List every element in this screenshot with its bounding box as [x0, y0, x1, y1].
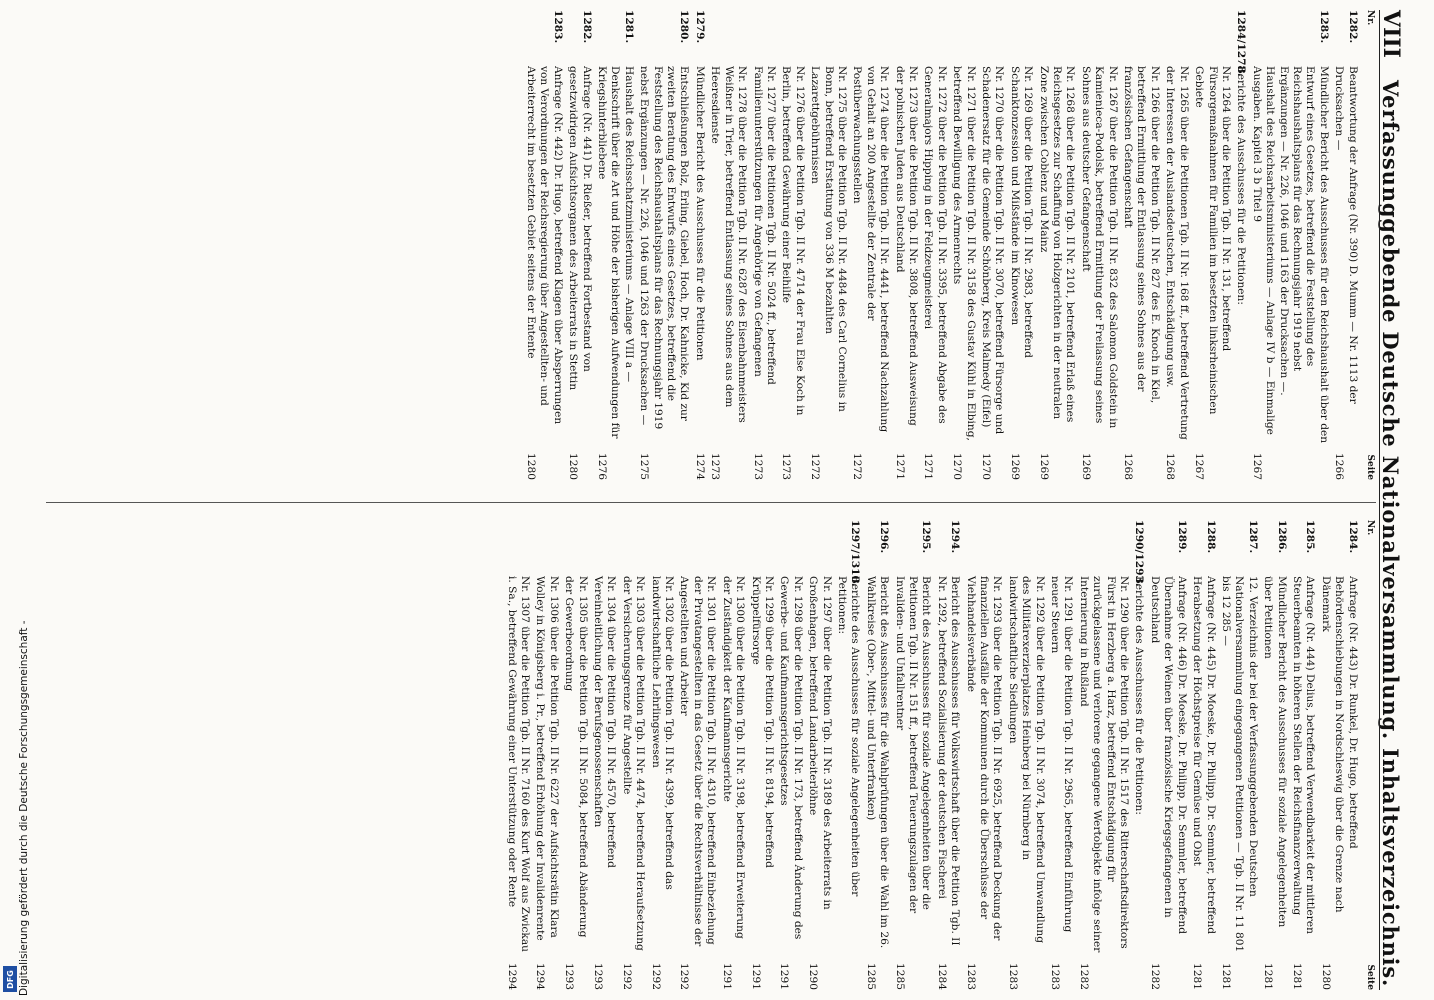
entry-page: 1283 [964, 963, 977, 990]
toc-entry [934, 520, 961, 990]
entry-text: Nr. 1269 über die Petition Tgb. II Nr. 2983, betreffend Schanktonzession und Mißstände im Kinowesen [1008, 66, 1035, 358]
toc-entry [524, 10, 564, 480]
toc-entry [637, 10, 691, 480]
seite-label: Seite [1365, 964, 1375, 990]
entry-page: 1285 [893, 963, 906, 990]
entry-text: Anfrage (Nr. 444) Delius, betreffend Verwendbarkeit der mittleren Steuerbeamten in höheren Stellen der Reichsfinanzverwaltung [1290, 576, 1317, 934]
entry-text: Berichte des Ausschusses für soziale Angelegenheiten über Petitionen: [835, 576, 862, 897]
toc-entry [1234, 10, 1247, 480]
entry-page: 1280 [525, 453, 538, 480]
entry-page: 1281 [1290, 963, 1303, 990]
entry-page: 1273 [751, 453, 764, 480]
entry-page: 1269 [1008, 453, 1021, 480]
nr-label: Nr. [1365, 520, 1375, 536]
entry-number: 1283. [1317, 10, 1330, 44]
entry-number: 1281. [622, 10, 635, 44]
entry-text: Berichte des Ausschusses für die Petitionen: [1235, 66, 1248, 305]
toc-entry [693, 10, 706, 480]
entry-text: Nr. 1303 über die Petition Tgb. II Nr. 4474, betreffend Heraufsetzung der Versicherungsgrenze für Angestellte [620, 576, 647, 951]
entry-text: Nr. 1266 über die Petition Tgb. II Nr. 827 des E. Knoch in Kiel, betreffend Ermittlung der Entlassung seines Sohnes aus der französischen Gefangenschaft [1122, 66, 1161, 404]
entry-text: Nr. 1272 über die Petition Tgb. II Nr. 3395, betreffend Abgabe des Generalmajors Hipping in der Feldzeugmeisterei [922, 66, 948, 424]
toc-subentry [921, 66, 948, 480]
entry-page: 1273 [709, 453, 722, 480]
entry-page: 1282 [1148, 963, 1161, 990]
toc-entry [892, 520, 932, 990]
entry-page: 1280 [567, 453, 580, 480]
entry-text: Nr. 1276 über die Petition Tgb. II Nr. 4714 der Frau Else Koch in Berlin, betreffend Gewährung einer Beihilfe [780, 66, 806, 416]
toc-subentry [619, 576, 646, 990]
entry-number: 1288. [1204, 520, 1217, 554]
entry-page: 1272 [851, 453, 864, 480]
entry-text: Mündlicher Bericht des Ausschusses für soziale Angelegenheiten über Petitionen [1262, 576, 1288, 928]
dfg-logo [3, 966, 17, 992]
entry-text: Nr. 1265 über die Petitionen Tgb. II Nr. 168 ff., betreffend Vertretung der Interessen der Auslandsdeutschen, Entschädigung usw. [1164, 66, 1190, 440]
entry-page: 1271 [922, 453, 935, 480]
entry-page: 1290 [807, 963, 820, 990]
toc-subentry [1005, 576, 1045, 990]
entry-number: 1289. [1175, 520, 1188, 554]
entry-page: 1275 [638, 453, 651, 480]
entry-text: Nr. 1299 über die Petition Tgb. II Nr. 8194, betreffend Krüppelfürsorge [749, 576, 775, 868]
toc-subentry [708, 66, 748, 480]
entry-page: 1268 [1122, 453, 1135, 480]
toc-subentry [677, 576, 717, 990]
entry-page: 1285 [864, 963, 877, 990]
page-title: Verfassunggebende Deutsche Nationalversammlung. Inhaltsverzeichnis. [1378, 80, 1404, 988]
entry-number: 1290/1293. [1133, 520, 1146, 587]
entry-text: Nr. 1290 über die Petition Tgb. II Nr. 1517 des Ritterschaftsdirektors Fürst in Herzberg a. Harz, betreffend Entschädigung für zurückgelassene und verlorene gegangene Wertobjekte infolge seiner Internierung in Rußland [1077, 576, 1131, 953]
toc-subentry [748, 576, 775, 990]
entry-text: Nr. 1271 über die Petition Tgb. II Nr. 3158 des Gustav Kühl in Elbing, betreffend Bewilligung des Armenrechts [951, 66, 977, 441]
entry-number: 1282. [1346, 10, 1359, 44]
entry-page: 1274 [693, 453, 706, 480]
entry-text: Bericht des Ausschusses für Volkswirtschaft über die Petition Tgb. II Nr. 1292, betreffend Sozialisierung der deutschen Fischerei [935, 576, 962, 946]
entry-text: Berichte des Ausschusses für die Petitionen: [1133, 576, 1146, 815]
entry-number: 1283. [551, 10, 564, 44]
rotated-book-page [38, 10, 1428, 990]
toc-entry [863, 520, 890, 990]
entry-page: 1281 [1219, 963, 1232, 990]
entry-page: 1276 [596, 453, 609, 480]
toc-subentry [719, 576, 746, 990]
entry-text: Nr. 1270 über die Petition Tgb. II Nr. 3070, betreffend Fürsorge und Schadenersatz für die Gemeinde Schönberg, Kreis Malmedy (Eifel) [980, 66, 1006, 435]
left-column [46, 10, 1376, 480]
toc-subentry [777, 576, 804, 990]
entry-text: Nr. 1264 über die Petition Tgb. II Nr. 131, betreffend Fürsorgemaßnahmen für Familien im besetzten linksrheinischen Gebiete [1193, 66, 1232, 415]
entry-page: 1294 [505, 963, 518, 990]
toc-subentry [533, 576, 560, 990]
toc-entry [1332, 10, 1359, 480]
toc-entry [1290, 520, 1317, 990]
toc-subentry [750, 66, 777, 480]
entry-page: 1281 [1191, 963, 1204, 990]
entry-text: Anfrage (Nr. 446) Dr. Moeske, Dr. Philipp, Dr. Semmler, betreffend Übernahme der Weinen über französische Kriegsgefangenen in Deutschland [1148, 576, 1188, 935]
entry-text: Nr. 1273 über die Petition Tgb. II Nr. 3808, betreffend Ausweisung der polnischen Juden aus Deutschland [893, 66, 919, 426]
toc-entry [566, 10, 593, 480]
entry-text: Nr. 1298 über die Petition Tgb. II Nr. 173, betreffend Änderung des Gewerbe- und Kaufmannsgerichtsgesetzes [778, 576, 804, 940]
footer-text: Digitalisierung gefördert durch die Deutsche Forschungsgemeinschaft - [18, 620, 30, 996]
entry-page: 1291 [778, 963, 791, 990]
entry-text: 12. Verzeichnis der bei der Verfassunggebenden Deutschen Nationalversammlung eingegangenen Petitionen — Tgb. II Nr. 11 801 bis 12 285 — [1219, 576, 1259, 953]
toc-subentry [1192, 66, 1232, 480]
entry-number: 1279. [693, 10, 706, 44]
entry-number: 1287. [1246, 520, 1259, 554]
entry-page: 1294 [534, 963, 547, 990]
toc-entry [1219, 520, 1259, 990]
entry-number: 1284. [1346, 520, 1359, 554]
entry-page: 1268 [1164, 453, 1177, 480]
entry-text: Nr. 1267 über die Petition Tgb. II Nr. 832 des Salomon Goldstein in Kamienieca-Podolsk, betreffend Ermittlung der Freilassung seines Sohnes aus deutscher Gefangenschaft [1079, 66, 1119, 429]
entry-text: Anfrage (Nr. 442) Dr. Hugo, betreffend Klagen über Absperrungen von Verordnungen der Reichsregierung über Angestellten- und Arbeiterrecht im besetzten Gebiet seitens der Entente [525, 66, 564, 425]
dfg-logo-text: DFG [5, 969, 15, 989]
entry-text: Nr. 1268 über die Petition Tgb. II Nr. 2101, betreffend Erlaß eines Reichsgesetzes zur Schaffung von Holzgerichten in der neutralen Zone zwischen Coblenz und Mainz [1037, 66, 1077, 423]
entry-page: 1292 [620, 963, 633, 990]
entry-page: 1291 [749, 963, 762, 990]
entry-page: 1281 [1262, 963, 1275, 990]
right-entries [504, 520, 1358, 990]
column-divider [46, 502, 1376, 503]
entry-page: 1270 [951, 453, 964, 480]
entry-text: Entschließungen Bolz, Erling, Giebel, Hoch, Dr. Kahnicke, Kid zur zweiten Beratung des Entwurfs eines Gesetzes, betreffend die Feststellung des Reichshaushaltsplans für das Rechnungsjahr 1919 nebst Ergänzungen — Nr. 226, 1046 und 1263 der Drucksachen — [638, 66, 691, 430]
entry-text: Nr. 1304 über die Petition Tgb. II Nr. 4570, betreffend Vereinheitlichung der Berufsgenossenschaften [592, 576, 618, 868]
entry-page: 1292 [678, 963, 691, 990]
entry-text: Nr. 1305 über die Petition Tgb. II Nr. 5084, betreffend Abänderung der Gewerbeordnung [563, 576, 589, 938]
toc-subentry [1048, 576, 1075, 990]
entry-page: 1293 [563, 963, 576, 990]
entry-page: 1267 [1250, 453, 1263, 480]
toc-subentry [648, 576, 675, 990]
toc-subentry [1007, 66, 1034, 480]
entry-text: Nr. 1278 über die Petition Tgb. II Nr. 6287 des Eisenbahnmeisters Weißner in Trier, betreffend Entlassung seines Sohnes aus dem Heeresdienste [709, 66, 749, 423]
toc-entry [1249, 10, 1329, 480]
entry-text: Nr. 1277 über die Petitionen Tgb. II Nr. 5024 ff., betreffend Familienunterstützungen für Angehörige von Gefangenen [751, 66, 777, 385]
toc-subentry [806, 576, 833, 990]
entry-page: 1273 [780, 453, 793, 480]
nr-label: Nr. [1365, 10, 1375, 26]
entry-text: Bericht des Ausschusses für die Wahlprüfungen über die Wahl im 26. Wahlkreise (Ober-, Mittel- und Unterfranken) [864, 576, 891, 949]
entry-page: 1283 [1049, 963, 1062, 990]
toc-subentry [950, 66, 977, 480]
toc-entry [1190, 520, 1217, 990]
entry-text: Anfrage (Nr. 441) Dr. Rießer, betreffend Fortbestand von gesetzwidrigen Aufsichtsorganen des Arbeiterrats in Stettin [567, 66, 593, 391]
toc-subentry [504, 576, 531, 990]
entry-text: Nr. 1307 über die Petition Tgb. II Nr. 7160 des Kurt Wolf aus Zwickau i. Sa., betreffend Gewährung einer Unterstützung oder Rente [505, 576, 532, 952]
toc-entry [835, 520, 862, 990]
entry-text: Mündlicher Bericht des Ausschusses für die Petitionen [693, 66, 706, 361]
entry-text: Nr. 1301 über die Petition Tgb. II Nr. 4310, betreffend Einbeziehung der Privatangestellten in das Gesetz über die Rechtsverhältnisse der Angestellten und Arbeiter [678, 576, 718, 947]
entry-text: Nr. 1293 über die Petition Tgb. II Nr. 6925, betreffend Deckung der finanziellen Ausfälle der Kommunen durch die Überschüsse der Viehhandelsverbände [964, 576, 1004, 941]
seite-label: Seite [1365, 454, 1375, 480]
entry-number: 1286. [1275, 520, 1288, 554]
entry-number: 1297/1310. [849, 520, 862, 587]
toc-subentry [562, 576, 589, 990]
entry-text: Nr. 1297 über die Petition Tgb. II Nr. 3189 des Arbeiterrats in Großenhagen, betreffend Landarbeiterlöhne [807, 576, 833, 910]
entry-text: Haushalt des Reichsschatzministeriums — Anlage VIII a — Denkschrift über die Art und Höhe der bisherigen Aufwendungen für Kriegshinterbliebene [596, 66, 635, 439]
toc-subentry [1078, 66, 1118, 480]
entry-number: 1282. [580, 10, 593, 44]
toc-subentry [1163, 66, 1190, 480]
toc-subentry [850, 66, 890, 480]
left-entries [524, 10, 1359, 480]
entry-number: 1285. [1304, 520, 1317, 554]
entry-number: 1295. [920, 520, 933, 554]
entry-text: Nr. 1292 über die Petition Tgb. II Nr. 3074, betreffend Umwandlung des Militärexerzierplatzes Heinberg bei Nürnberg in landwirtschaftliche Siedlungen [1006, 576, 1046, 944]
entry-page: 1266 [1333, 453, 1346, 480]
toc-subentry [1076, 576, 1130, 990]
entry-number: 1294. [949, 520, 962, 554]
entry-page: 1267 [1193, 453, 1206, 480]
right-column [46, 520, 1376, 990]
header-rule [1379, 10, 1380, 990]
entry-text: Nr. 1306 über die Petition Tgb. II Nr. 6227 der Aufsichtsrätin Klara Wolley in Königsberg i. Pr., betreffend Erhöhung der Invalidenrente [534, 576, 560, 941]
entry-page: 1280 [1319, 963, 1332, 990]
entry-page: 1272 [809, 453, 822, 480]
digitization-footer [0, 0, 40, 1000]
toc-subentry [1121, 66, 1161, 480]
toc-subentry [892, 66, 919, 480]
entry-text: Nr. 1302 über die Petition Tgb. II Nr. 4399, betreffend das landwirtschaftliche Lehrlingswesen [649, 576, 676, 890]
toc-subentry [963, 576, 1003, 990]
entry-page: 1271 [893, 453, 906, 480]
toc-subentry [808, 66, 848, 480]
entry-text: Nr. 1291 über die Petition Tgb. II Nr. 2965, betreffend Einführung neuer Steuern [1049, 576, 1075, 933]
page-header [1378, 10, 1424, 990]
toc-entry [595, 10, 635, 480]
toc-subentry [979, 66, 1006, 480]
entry-page: 1292 [649, 963, 662, 990]
toc-entry [1148, 520, 1188, 990]
entry-text: Beantwortung der Anfrage (Nr. 390) D. Mumm — Nr. 1113 der Drucksachen — [1333, 66, 1359, 404]
toc-subentry [1036, 66, 1076, 480]
entry-number: 1280. [678, 10, 691, 44]
entry-text: Nr. 1300 über die Petition Tgb. II Nr. 3198, betreffend Erweiterung der Zuständigkeit der Kaufmannsgerichte [720, 576, 747, 939]
toc-entry [1132, 520, 1145, 990]
entry-page: 1284 [935, 963, 948, 990]
right-column-header [1363, 520, 1376, 990]
entry-page: 1270 [980, 453, 993, 480]
toc-subentry [591, 576, 618, 990]
left-column-header [1363, 10, 1376, 480]
toc-subentry [779, 66, 806, 480]
entry-text: Nr. 1275 über die Petition Tgb. II Nr. 4484 des Carl Cornelius in Bonn, betreffend Erstattung von 336 M bezahlten Lazarettgebührnissen [809, 66, 848, 412]
entry-page: 1293 [592, 963, 605, 990]
entry-page: 1269 [1079, 453, 1092, 480]
entry-number: 1284/1278. [1235, 10, 1248, 77]
toc-entry [1318, 520, 1358, 990]
entry-page: 1269 [1037, 453, 1050, 480]
entry-text: Anfrage (Nr. 445) Dr. Moeske, Dr. Philipp, Dr. Semmler, betreffend Herabsetzung der Höchstpreise für Gemüse und Obst [1191, 576, 1217, 935]
entry-text: Nr. 1274 über die Petition Tgb. II Nr. 4441, betreffend Nachzahlung von Gehalt an 200 Angestellte der Zentrale der Postüberwachungsstellen [851, 66, 891, 433]
entry-page: 1283 [1006, 963, 1019, 990]
entry-page: 1282 [1077, 963, 1090, 990]
entry-text: Bericht des Ausschusses für soziale Angelegenheiten über die Petitionen Tgb. II Nr. 151 ff., betreffend Teuerungszulagen der Invaliden- und Unfallrentner [893, 576, 933, 914]
toc-entry [1261, 520, 1288, 990]
page-number: VIII [1378, 10, 1405, 58]
entry-number: 1296. [878, 520, 891, 554]
entry-text: Mündlicher Bericht des Ausschusses für den Reichshaushalt über den Entwurf eines Gesetzes, betreffend die Feststellung des Reichshaushaltsplans für das Rechnungsjahr 1919 nebst Ergänzungen — Nr. 226, 1046 und 1163 der Drucksachen —. Haushalt des Reichsarbeitsministeriums — Anlage IV b — Einmalige Ausgaben. Kapitel 3 b Titel 9 [1250, 66, 1330, 444]
entry-text: Anfrage (Nr. 443) Dr. Runkel, Dr. Hugo, betreffend Behördenschiebungen in Nordschleswig über die Grenze nach Dänemark [1319, 576, 1359, 913]
entry-page: 1291 [720, 963, 733, 990]
